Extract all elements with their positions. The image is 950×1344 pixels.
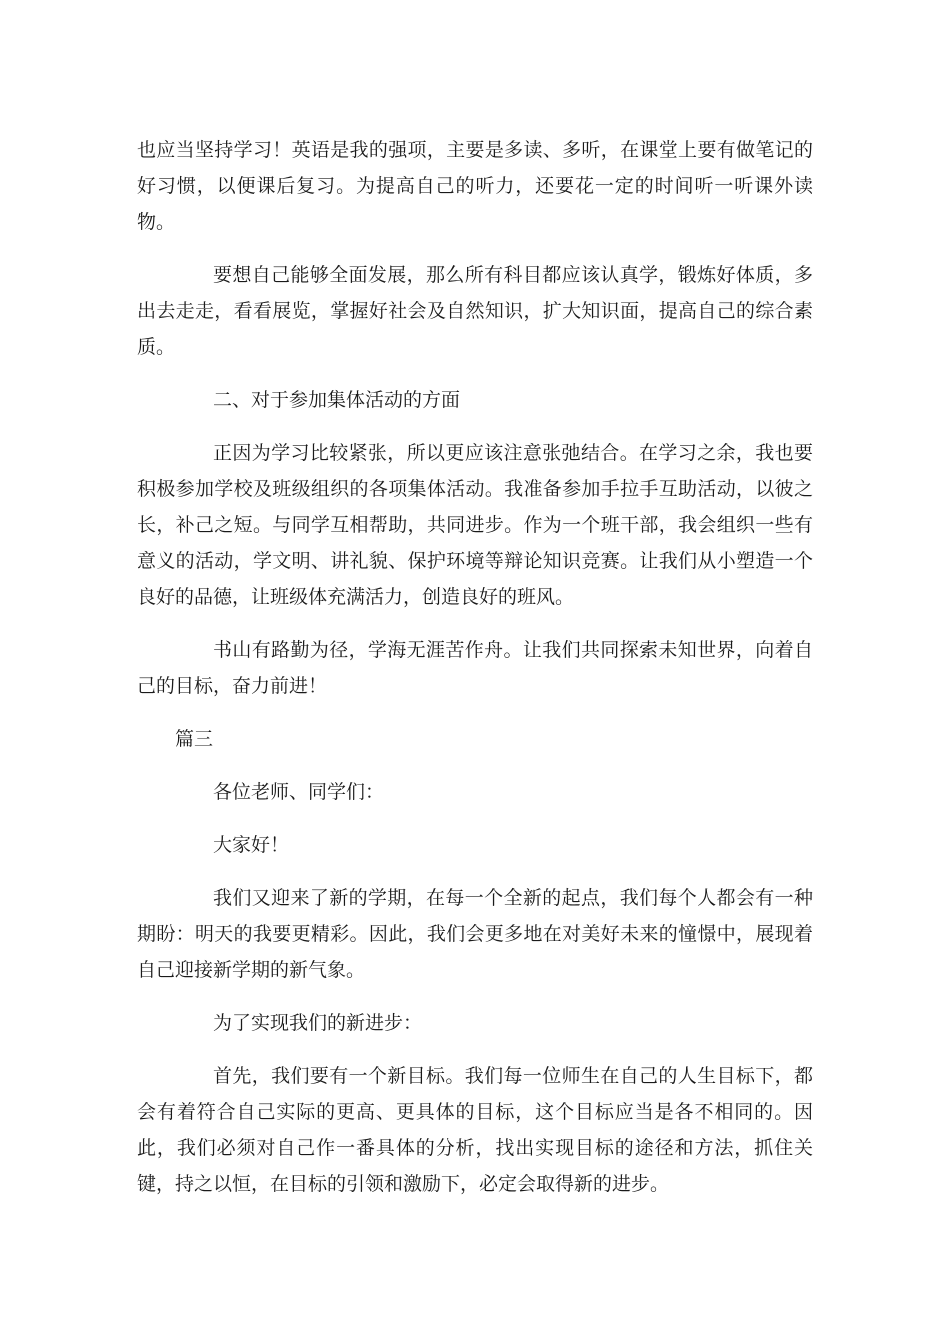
salutation: 各位老师、同学们： bbox=[213, 781, 385, 803]
paragraph-new-semester: 我们又迎来了新的学期，在每一个全新的起点，我们每个人都会有一种期盼：明天的我要更精彩。因此，我们会更多地在对美好未来的憧憬中，展现着自己迎接新学期的新气象。 bbox=[137, 887, 813, 981]
paragraph-new-goal: 首先，我们要有一个新目标。我们每一位师生在自己的人生目标下，都会有着符合自己实际的更高、更具体的目标，这个目标应当是各不相同的。因此，我们必须对自己作一番具体的分析，找出实现目标的途径和方法，抓住关键，持之以恒，在目标的引领和激励下，必定会取得新的进步。 bbox=[137, 1065, 813, 1195]
greeting: 大家好！ bbox=[213, 834, 290, 856]
paragraph-closing-motto: 书山有路勤为径，学海无涯苦作舟。让我们共同探索未知世界，向着自己的目标，奋力前进！ bbox=[137, 639, 813, 697]
paragraph-new-progress-intro: 为了实现我们的新进步： bbox=[213, 1012, 423, 1034]
paragraph-all-round-development: 要想自己能够全面发展，那么所有科目都应该认真学，锻炼好体质，多出去走走，看看展览，掌握好社会及自然知识，扩大知识面，提高自己的综合素质。 bbox=[137, 264, 813, 358]
paragraph-continuation: 也应当坚持学习！英语是我的强项，主要是多读、多听，在课堂上要有做笔记的好习惯，以便课后复习。为提高自己的听力，还要花一定的时间听一听课外读物。 bbox=[137, 139, 813, 233]
document-body bbox=[137, 132, 813, 1219]
section-heading-collective-activities: 二、对于参加集体活动的方面 bbox=[213, 389, 461, 411]
part-heading: 篇三 bbox=[175, 728, 214, 750]
paragraph-collective-activities: 正因为学习比较紧张，所以更应该注意张弛结合。在学习之余，我也要积极参加学校及班级组织的各项集体活动。我准备参加手拉手互助活动，以彼之长，补己之短。与同学互相帮助，共同进步。作为一个班干部，我会组织一些有意义的活动，学文明、讲礼貌、保护环境等辩论知识竞赛。让我们从小塑造一个良好的品德，让班级体充满活力，创造良好的班风。 bbox=[137, 442, 813, 608]
